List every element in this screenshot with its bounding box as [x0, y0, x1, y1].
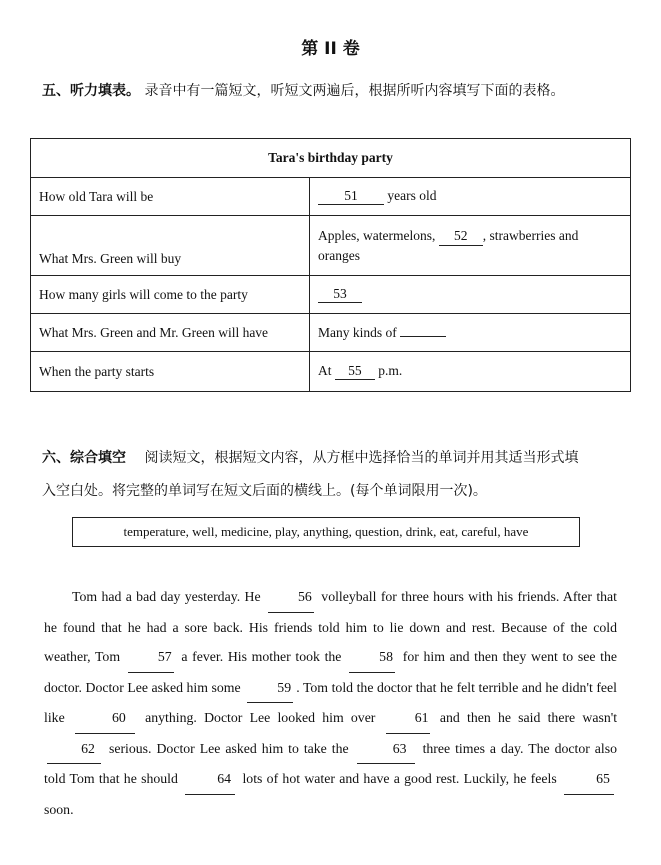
section5-heading — [42, 80, 564, 100]
row-question: How old Tara will be — [31, 178, 310, 216]
word-box: temperature, well, medicine, play, anything, question, drink, eat, careful, have — [72, 517, 580, 547]
answer-after: p.m. — [378, 363, 403, 378]
row-answer — [310, 178, 631, 216]
passage-text: Tom had a bad day yesterday. He — [72, 589, 261, 604]
passage — [44, 582, 617, 824]
row-answer — [310, 352, 631, 392]
answer-blank-55[interactable]: 55 — [335, 363, 375, 380]
answer-blank-51[interactable]: 51 — [318, 188, 384, 205]
section6-instruction-line2: 入空白处。将完整的单词写在短文后面的横线上。(每个单词限用一次)。 — [42, 483, 487, 499]
section5-instruction: 录音中有一篇短文，听短文两遍后，根据所听内容填写下面的表格。 — [144, 83, 565, 99]
passage-text: lots of hot water and have a good rest. Luckily, he feels — [242, 771, 557, 786]
section6-heading — [42, 447, 578, 467]
answer-blank-54[interactable] — [400, 336, 446, 337]
passage-blank-56[interactable]: 56 — [268, 582, 314, 613]
listening-table — [30, 138, 631, 392]
table-row — [31, 178, 631, 216]
table-row — [31, 216, 631, 276]
passage-blank-57[interactable]: 57 — [128, 642, 174, 673]
passage-text: volleyball for three hours with his friends. After that he found that he had a sore back. His friends told him to lie down and rest. Because of the cold weather, Tom — [44, 589, 618, 664]
passage-blank-62[interactable]: 62 — [47, 734, 101, 765]
passage-text: and then he said there wasn't — [439, 710, 618, 725]
passage-text: soon. — [44, 801, 74, 817]
section6-title: 六、综合填空 — [42, 450, 126, 466]
row-question: What Mrs. Green and Mr. Green will have — [31, 314, 310, 352]
answer-before: Apples, watermelons, — [318, 228, 436, 243]
passage-text: serious. Doctor Lee asked him to take the — [108, 740, 349, 756]
answer-blank-52[interactable]: 52 — [439, 226, 483, 246]
passage-text: anything. Doctor Lee looked him over — [145, 710, 376, 725]
passage-text: three times a day. The doctor also told Tom that he should — [44, 740, 618, 786]
table-row — [31, 352, 631, 392]
passage-blank-63[interactable]: 63 — [357, 734, 415, 765]
answer-before: At — [318, 363, 332, 378]
row-question: What Mrs. Green will buy — [31, 216, 310, 276]
row-question: When the party starts — [31, 352, 310, 392]
passage-blank-65[interactable]: 65 — [564, 764, 614, 795]
row-answer — [310, 276, 631, 314]
passage-text: for him and then they went to see the doctor. Doctor Lee asked him some — [44, 649, 617, 695]
passage-blank-64[interactable]: 64 — [185, 764, 235, 795]
answer-after: years old — [387, 188, 437, 203]
row-answer — [310, 314, 631, 352]
passage-text: . Tom told the doctor that he felt terrible and he didn't feel like — [44, 679, 617, 725]
answer-after: , strawberries and oranges — [318, 228, 579, 263]
answer-before: Many kinds of — [318, 324, 397, 340]
table-row — [31, 314, 631, 352]
table-caption: Tara's birthday party — [31, 139, 631, 178]
passage-blank-58[interactable]: 58 — [349, 642, 395, 673]
section5-title: 五、听力填表。 — [42, 83, 140, 99]
passage-blank-59[interactable]: 59 — [247, 673, 293, 704]
passage-blank-61[interactable]: 61 — [386, 703, 430, 734]
row-question: How many girls will come to the party — [31, 276, 310, 314]
answer-blank-53[interactable]: 53 — [318, 286, 362, 303]
sheet-title: 第 II 卷 — [301, 39, 360, 59]
row-answer — [310, 216, 631, 276]
passage-blank-60[interactable]: 60 — [75, 703, 135, 734]
passage-text: a fever. His mother took the — [181, 649, 342, 664]
table-row — [31, 276, 631, 314]
section6-instruction-line1: 阅读短文，根据短文内容，从方框中选择恰当的单词并用其适当形式填 — [144, 450, 579, 466]
